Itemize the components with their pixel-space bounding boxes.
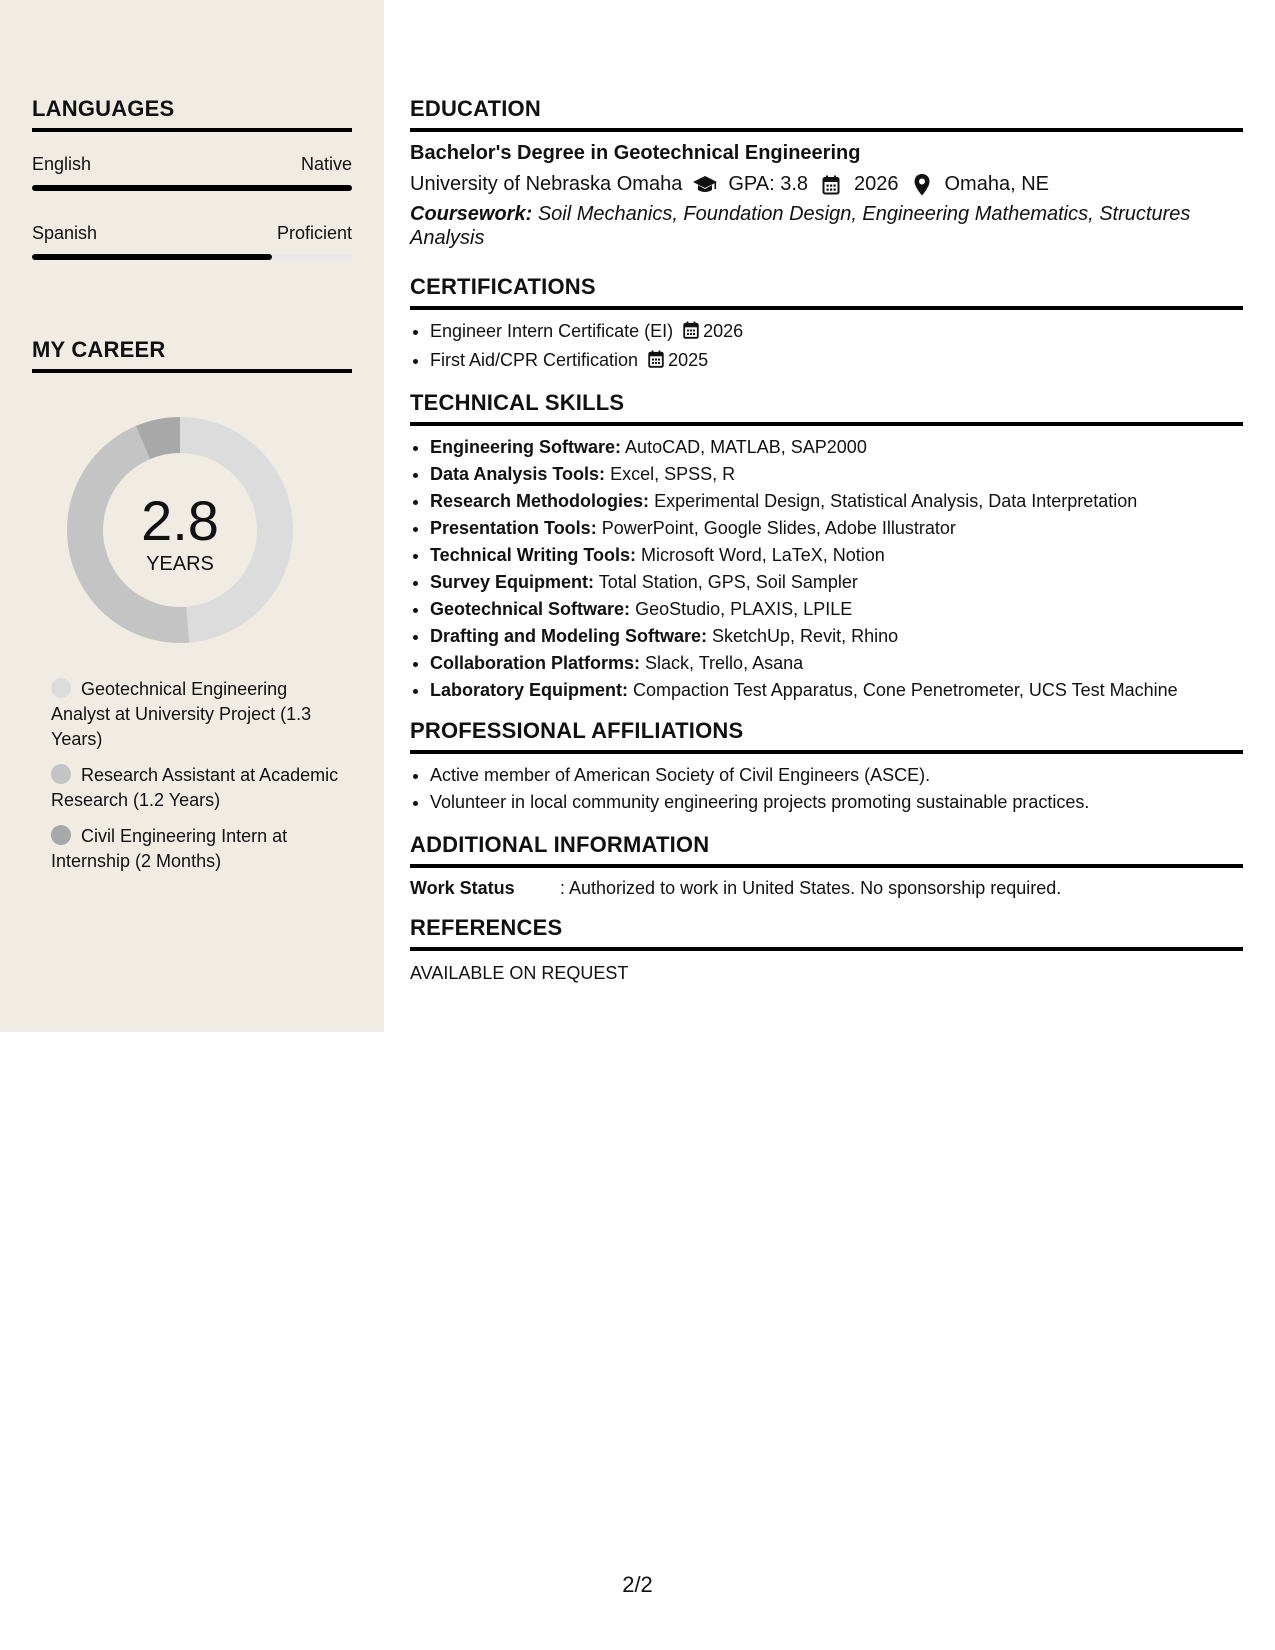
career-title: MY CAREER <box>32 337 352 373</box>
skill-value: SketchUp, Revit, Rhino <box>712 626 899 646</box>
language-name: English <box>32 154 92 174</box>
skill-item <box>430 569 1243 596</box>
language-item <box>32 154 352 191</box>
language-proficiency-fill <box>32 254 272 260</box>
legend-dot-icon <box>51 678 71 698</box>
certification-name: Engineer Intern Certificate (EI) <box>430 321 674 341</box>
certification-item <box>430 347 1243 376</box>
skill-item <box>430 461 1243 488</box>
skill-label: Presentation Tools: <box>430 518 597 538</box>
affiliation-item: • Volunteer in local community engineering projects promoting sustainable practices. <box>430 789 1243 816</box>
language-item <box>32 223 352 260</box>
coursework-list: Soil Mechanics, Foundation Design, Engineering Mathematics, Structures Analysis <box>410 203 1191 249</box>
coursework-label: Coursework: <box>410 203 533 225</box>
career-total-value: 2.8 <box>141 489 219 552</box>
skill-value: Excel, SPSS, R <box>610 464 736 484</box>
degree-name: Bachelor's Degree in Geotechnical Engineering <box>410 142 861 164</box>
references-title: REFERENCES <box>410 915 1243 951</box>
skill-label: Drafting and Modeling Software: <box>430 626 707 646</box>
skill-label: Collaboration Platforms: <box>430 653 641 673</box>
skill-label: Engineering Software: <box>430 437 622 457</box>
technical-skills-list <box>410 434 1243 704</box>
page-number: 2/2 <box>622 1572 653 1597</box>
career-legend <box>51 677 341 885</box>
skill-label: Research Methodologies: <box>430 491 650 511</box>
coursework <box>410 202 1243 250</box>
skill-item <box>430 623 1243 650</box>
career-total-unit: YEARS <box>146 553 214 575</box>
career-legend-item <box>51 824 341 874</box>
calendar-icon <box>818 174 844 196</box>
skill-item <box>430 434 1243 461</box>
career-legend-item <box>51 763 341 813</box>
references-text: AVAILABLE ON REQUEST <box>410 963 629 983</box>
certification-name: First Aid/CPR Certification <box>430 350 639 370</box>
skill-value: Compaction Test Apparatus, Cone Penetrometer, UCS Test Machine <box>633 680 1178 700</box>
affiliation-item: • Active member of American Society of Civil Engineers (ASCE). <box>430 762 1243 789</box>
skill-value: Slack, Trello, Asana <box>645 653 804 673</box>
certifications-list <box>410 318 1243 376</box>
language-proficiency-bar <box>32 185 352 191</box>
skill-item <box>430 596 1243 623</box>
skill-label: Survey Equipment: <box>430 572 595 592</box>
legend-dot-icon <box>51 764 71 784</box>
main-content <box>410 96 1243 984</box>
additional-info-title: ADDITIONAL INFORMATION <box>410 832 1243 868</box>
work-status-value: : Authorized to work in United States. No sponsorship required. <box>560 878 1062 898</box>
language-name: Spanish <box>32 223 98 243</box>
certification-item <box>430 318 1243 347</box>
skill-item <box>430 650 1243 677</box>
calendar-icon <box>683 320 699 347</box>
graduation-year: 2026 <box>854 173 899 195</box>
skill-label: Laboratory Equipment: <box>430 680 629 700</box>
skill-label: Geotechnical Software: <box>430 599 631 619</box>
career-legend-label: Geotechnical Engineering Analyst at University Project (1.3 Years) <box>51 679 312 749</box>
language-proficiency-bar <box>32 254 352 260</box>
career-legend-label: Research Assistant at Academic Research (1.2 Years) <box>51 765 339 810</box>
skill-item <box>430 677 1243 704</box>
sidebar <box>0 0 384 1032</box>
affiliations-list <box>410 762 1243 816</box>
affiliations-title: PROFESSIONAL AFFILIATIONS <box>410 718 1243 754</box>
skill-label: Technical Writing Tools: <box>430 545 637 565</box>
education-title: EDUCATION <box>410 96 1243 132</box>
career-legend-item <box>51 677 341 752</box>
legend-dot-icon <box>51 825 71 845</box>
skill-value: PowerPoint, Google Slides, Adobe Illustrator <box>601 518 956 538</box>
career-section <box>32 337 352 373</box>
school-name: University of Nebraska Omaha <box>410 173 683 195</box>
language-level: Proficient <box>276 223 352 243</box>
gpa: GPA: 3.8 <box>728 173 808 195</box>
languages-section <box>32 96 352 260</box>
school-location: Omaha, NE <box>944 173 1049 195</box>
skill-item <box>430 488 1243 515</box>
graduation-cap-icon <box>692 174 718 196</box>
work-status-row <box>410 878 1243 899</box>
languages-title: LANGUAGES <box>32 96 352 132</box>
certifications-title: CERTIFICATIONS <box>410 274 1243 310</box>
skill-label: Data Analysis Tools: <box>430 464 606 484</box>
career-donut-chart <box>0 400 384 660</box>
skill-value: Experimental Design, Statistical Analysis, Data Interpretation <box>654 491 1138 511</box>
skill-value: GeoStudio, PLAXIS, LPILE <box>635 599 853 619</box>
skill-item <box>430 515 1243 542</box>
skill-item <box>430 542 1243 569</box>
skill-value: AutoCAD, MATLAB, SAP2000 <box>625 437 867 457</box>
skill-value: Microsoft Word, LaTeX, Notion <box>641 545 885 565</box>
language-proficiency-fill <box>32 185 352 191</box>
skill-value: Total Station, GPS, Soil Sampler <box>598 572 858 592</box>
career-legend-label: Civil Engineering Intern at Internship (2 Months) <box>51 826 288 871</box>
technical-skills-title: TECHNICAL SKILLS <box>410 390 1243 426</box>
certification-year: 2025 <box>668 350 709 370</box>
calendar-icon <box>648 349 664 376</box>
certification-year: 2026 <box>703 321 744 341</box>
language-level: Native <box>300 154 352 174</box>
work-status-label: Work Status <box>410 878 515 898</box>
map-pin-icon <box>909 174 935 196</box>
education-details <box>410 173 1243 196</box>
